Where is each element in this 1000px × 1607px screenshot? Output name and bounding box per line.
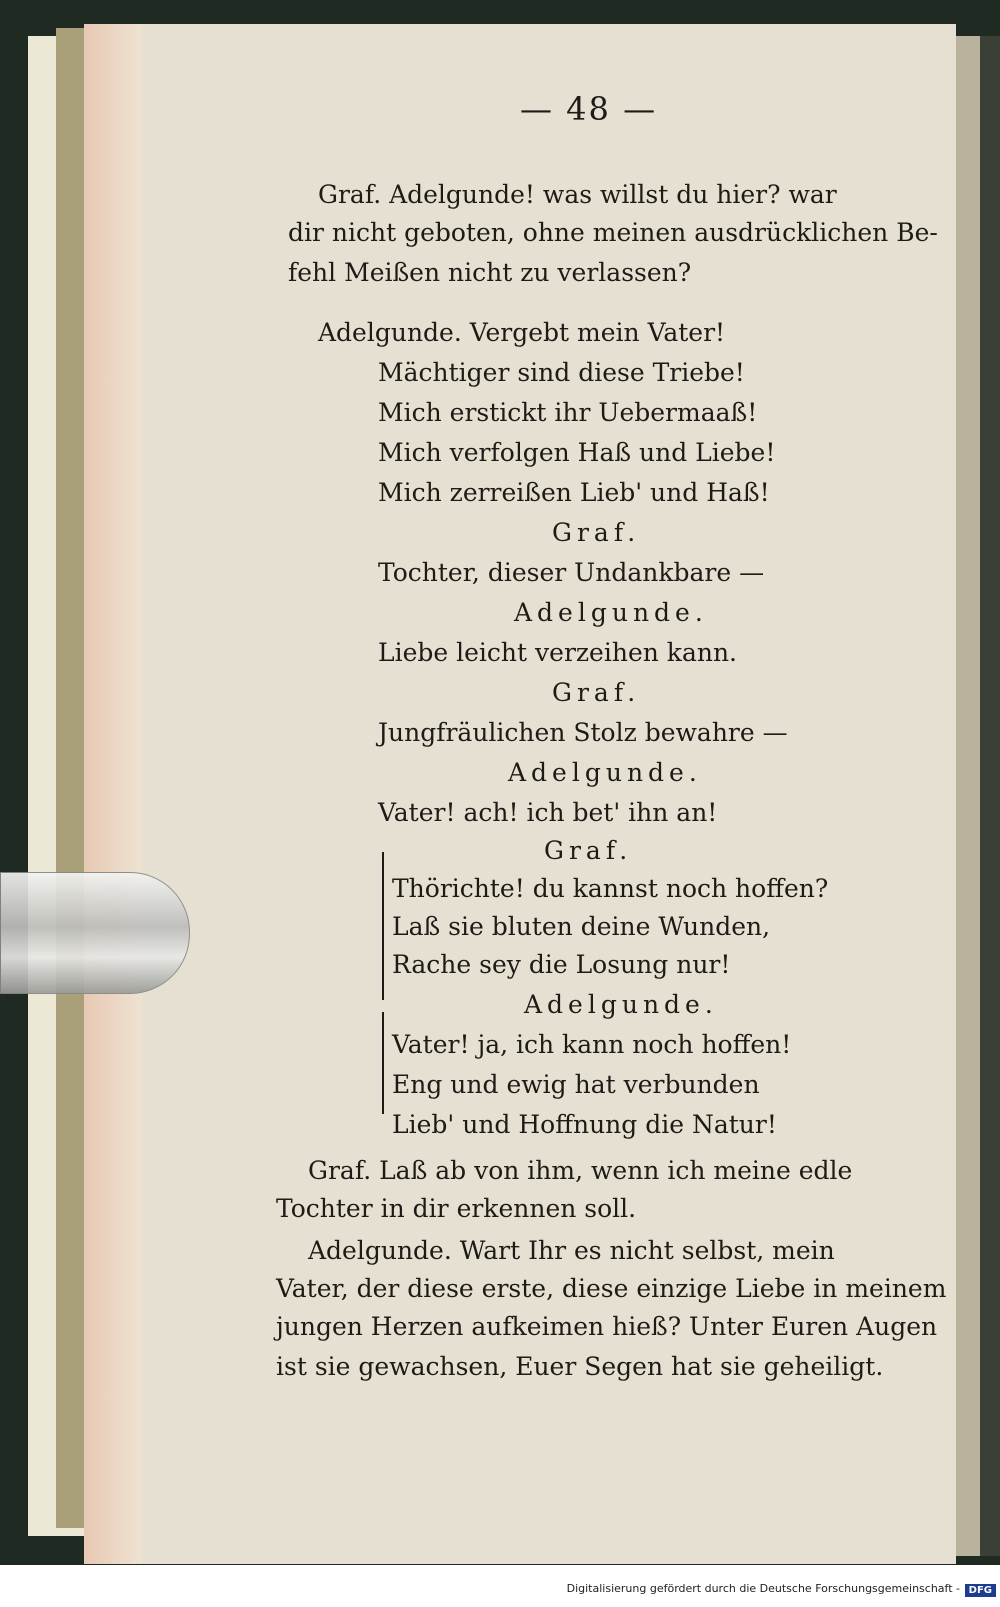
- text-line: Eng und ewig hat verbunden: [392, 1070, 760, 1099]
- text-line: Graf. Laß ab von ihm, wenn ich meine edle: [308, 1156, 853, 1185]
- text-line: Adelgunde.: [524, 990, 718, 1019]
- brace-left-1: [382, 852, 384, 1000]
- book-spine-edge: [56, 28, 86, 1528]
- text-line: Adelgunde. Vergebt mein Vater!: [318, 318, 726, 347]
- brace-left-2: [382, 1012, 384, 1114]
- text-line: Liebe leicht verzeihen kann.: [378, 638, 737, 667]
- text-line: Adelgunde. Wart Ihr es nicht selbst, mein: [308, 1236, 835, 1265]
- footer-bar: [0, 1565, 1000, 1607]
- text-line: Rache sey die Losung nur!: [392, 950, 731, 979]
- text-line: Thörichte! du kannst noch hoffen?: [392, 874, 829, 903]
- text-line: Mächtiger sind diese Triebe!: [378, 358, 745, 387]
- text-line: Mich verfolgen Haß und Liebe!: [378, 438, 776, 467]
- text-line: Graf.: [552, 678, 641, 707]
- next-page-edge: [956, 36, 980, 1556]
- text-line: Vater! ja, ich kann noch hoffen!: [392, 1030, 792, 1059]
- text-line: jungen Herzen aufkeimen hieß? Unter Euren Augen: [276, 1312, 938, 1341]
- text-line: Vater, der diese erste, diese einzige Liebe in meinem: [276, 1274, 947, 1303]
- text-line: Mich zerreißen Lieb' und Haß!: [378, 478, 770, 507]
- text-line: Lieb' und Hoffnung die Natur!: [392, 1110, 777, 1139]
- text-line: Adelgunde.: [514, 598, 708, 627]
- footer-credit: Digitalisierung gefördert durch die Deutsche Forschungsgemeinschaft -: [566, 1582, 960, 1595]
- text-line: Tochter, dieser Undankbare —: [378, 558, 765, 587]
- text-line: Vater! ach! ich bet' ihn an!: [378, 798, 718, 827]
- dfg-logo: DFG: [965, 1584, 996, 1597]
- text-line: fehl Meißen nicht zu verlassen?: [288, 258, 692, 287]
- text-line: Laß sie bluten deine Wunden,: [392, 912, 771, 941]
- text-line: Adelgunde.: [508, 758, 702, 787]
- text-line: Graf.: [552, 518, 641, 547]
- text-line: Tochter in dir erkennen soll.: [276, 1194, 637, 1223]
- page-fold-shadow: [84, 24, 142, 1564]
- text-line: Jungfräulichen Stolz bewahre —: [378, 718, 788, 747]
- page-clip-holder: [0, 872, 190, 994]
- text-line: dir nicht geboten, ohne meinen ausdrücklichen Be-: [288, 218, 938, 247]
- text-line: Graf. Adelgunde! was willst du hier? war: [318, 180, 837, 209]
- text-line: Graf.: [544, 836, 633, 865]
- text-line: Mich erstickt ihr Uebermaaß!: [378, 398, 758, 427]
- text-line: ist sie gewachsen, Euer Segen hat sie geheiligt.: [276, 1352, 884, 1381]
- page-number: — 48 —: [520, 90, 658, 128]
